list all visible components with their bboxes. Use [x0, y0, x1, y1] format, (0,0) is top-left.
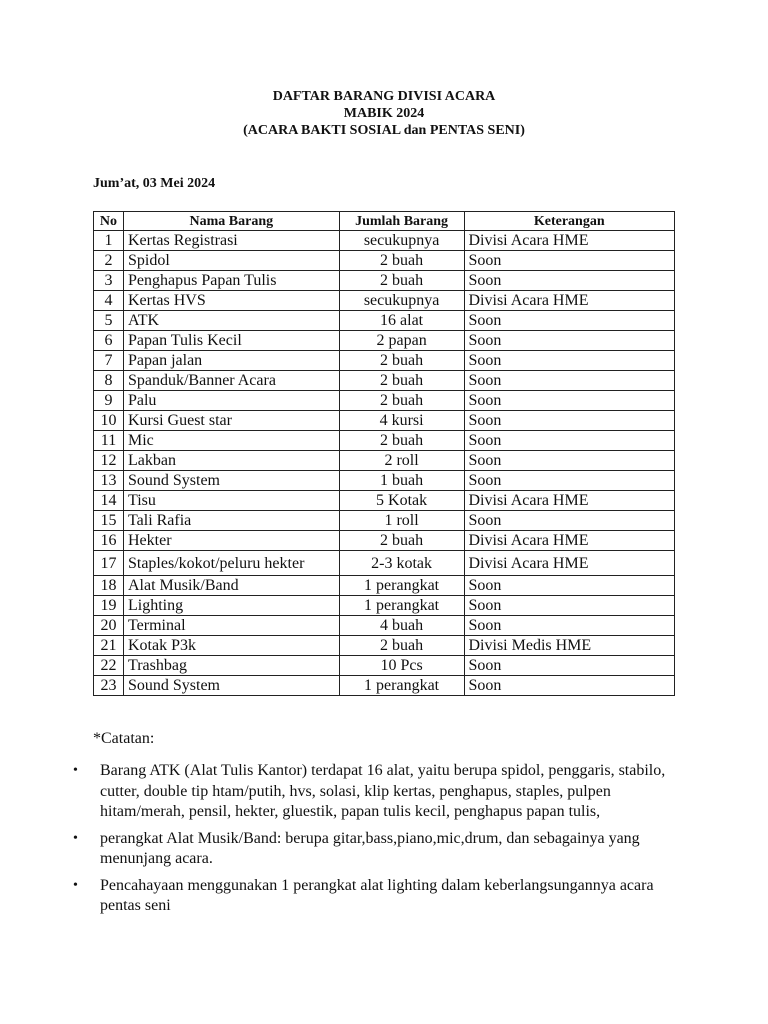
row-note-cell: Soon [464, 596, 675, 616]
row-name-cell: Tisu [123, 491, 339, 511]
header-no: No [94, 212, 124, 231]
row-name-cell: Trashbag [123, 656, 339, 676]
row-name-cell: Spidol [123, 251, 339, 271]
row-no-cell: 6 [94, 331, 124, 351]
table-row [94, 616, 675, 636]
row-qty-cell: 4 kursi [339, 411, 464, 431]
row-name-cell: Tali Rafia [123, 511, 339, 531]
row-no-cell: 21 [94, 636, 124, 656]
row-name-cell: Lighting [123, 596, 339, 616]
table-row [94, 271, 675, 291]
row-note-cell: Soon [464, 616, 675, 636]
row-qty-cell: secukupnya [339, 291, 464, 311]
row-name-cell: Sound System [123, 676, 339, 696]
table-row [94, 291, 675, 311]
table-row [94, 231, 675, 251]
table-row [94, 411, 675, 431]
row-no-cell: 10 [94, 411, 124, 431]
title-line-3: (ACARA BAKTI SOSIAL dan PENTAS SENI) [243, 123, 525, 138]
row-qty-cell: 1 perangkat [339, 576, 464, 596]
row-no-cell: 7 [94, 351, 124, 371]
bullet-icon: • [73, 763, 78, 778]
title-line-2: MABIK 2024 [343, 106, 425, 121]
row-no-cell: 19 [94, 596, 124, 616]
table-row [94, 551, 675, 576]
row-no-cell: 13 [94, 471, 124, 491]
row-note-cell: Soon [464, 676, 675, 696]
header-keterangan: Keterangan [464, 212, 675, 231]
row-note-cell: Divisi Medis HME [464, 636, 675, 656]
row-qty-cell: 2 buah [339, 351, 464, 371]
row-no-cell: 2 [94, 251, 124, 271]
row-qty-cell: 1 buah [339, 471, 464, 491]
row-no-cell: 23 [94, 676, 124, 696]
row-no-cell: 22 [94, 656, 124, 676]
row-note-cell: Soon [464, 511, 675, 531]
row-name-cell: Palu [123, 391, 339, 411]
table-row [94, 511, 675, 531]
row-qty-cell: 2 buah [339, 391, 464, 411]
row-note-cell: Divisi Acara HME [464, 231, 675, 251]
row-no-cell: 14 [94, 491, 124, 511]
row-note-cell: Soon [464, 331, 675, 351]
row-no-cell: 15 [94, 511, 124, 531]
items-table [93, 211, 675, 696]
table-row [94, 676, 675, 696]
table-row [94, 371, 675, 391]
table-row [94, 431, 675, 451]
row-name-cell: Kertas Registrasi [123, 231, 339, 251]
row-name-cell: Papan Tulis Kecil [123, 331, 339, 351]
header-nama-barang: Nama Barang [123, 212, 339, 231]
row-note-cell: Soon [464, 271, 675, 291]
row-note-cell: Soon [464, 576, 675, 596]
row-note-cell: Divisi Acara HME [464, 491, 675, 511]
table-row [94, 576, 675, 596]
row-note-cell: Soon [464, 411, 675, 431]
row-no-cell: 8 [94, 371, 124, 391]
note-text: Barang ATK (Alat Tulis Kantor) terdapat 16 alat, yaitu berupa spidol, penggaris, stabilo, cutter, double tip htam/putih, hvs, solasi, klip kertas, penghapus, staples, pulpen hitam/merah, pensil, hekter, gluestik, papan tulis kecil, penghapus papan tulis, [100, 762, 666, 820]
table-header-row [94, 212, 675, 231]
row-no-cell: 16 [94, 531, 124, 551]
row-note-cell: Soon [464, 351, 675, 371]
row-qty-cell: secukupnya [339, 231, 464, 251]
row-no-cell: 17 [94, 551, 124, 576]
row-name-cell: Papan jalan [123, 351, 339, 371]
table-row [94, 491, 675, 511]
row-qty-cell: 1 roll [339, 511, 464, 531]
row-qty-cell: 4 buah [339, 616, 464, 636]
bullet-icon: • [73, 830, 78, 846]
row-qty-cell: 2 roll [339, 451, 464, 471]
row-note-cell: Soon [464, 391, 675, 411]
row-name-cell: Mic [123, 431, 339, 451]
row-name-cell: Kertas HVS [123, 291, 339, 311]
row-qty-cell: 1 perangkat [339, 596, 464, 616]
document-title [0, 88, 768, 139]
row-name-cell: Terminal [123, 616, 339, 636]
row-note-cell: Soon [464, 251, 675, 271]
row-note-cell: Soon [464, 471, 675, 491]
row-qty-cell: 2 buah [339, 531, 464, 551]
row-note-cell: Soon [464, 431, 675, 451]
row-no-cell: 4 [94, 291, 124, 311]
note-text: perangkat Alat Musik/Band: berupa gitar,bass,piano,mic,drum, dan sebagainya yang menunjang acara. [100, 829, 640, 867]
row-note-cell: Soon [464, 451, 675, 471]
row-note-cell: Divisi Acara HME [464, 551, 675, 576]
row-no-cell: 5 [94, 311, 124, 331]
row-name-cell: Kotak P3k [123, 636, 339, 656]
table-row [94, 596, 675, 616]
row-qty-cell: 2 buah [339, 251, 464, 271]
row-note-cell: Divisi Acara HME [464, 531, 675, 551]
note-item [73, 761, 688, 823]
table-row [94, 311, 675, 331]
note-item [73, 876, 688, 917]
table-row [94, 451, 675, 471]
note-text: Pencahayaan menggunakan 1 perangkat alat lighting dalam keberlangsungannya acara pentas seni [100, 876, 654, 914]
row-name-cell: Lakban [123, 451, 339, 471]
row-name-cell: Staples/kokot/peluru hekter [123, 551, 339, 576]
bullet-icon: • [73, 877, 78, 893]
row-no-cell: 20 [94, 616, 124, 636]
row-qty-cell: 2 buah [339, 371, 464, 391]
table-row [94, 636, 675, 656]
note-item [73, 829, 688, 870]
notes-heading: *Catatan: [93, 730, 155, 747]
row-qty-cell: 2 buah [339, 636, 464, 656]
row-no-cell: 12 [94, 451, 124, 471]
header-jumlah-barang: Jumlah Barang [339, 212, 464, 231]
row-name-cell: ATK [123, 311, 339, 331]
table-row [94, 531, 675, 551]
table-row [94, 331, 675, 351]
row-no-cell: 11 [94, 431, 124, 451]
row-no-cell: 3 [94, 271, 124, 291]
row-note-cell: Divisi Acara HME [464, 291, 675, 311]
row-name-cell: Hekter [123, 531, 339, 551]
table-row [94, 351, 675, 371]
row-qty-cell: 2 buah [339, 431, 464, 451]
row-qty-cell: 2 buah [339, 271, 464, 291]
row-qty-cell: 2 papan [339, 331, 464, 351]
table-body [94, 231, 675, 696]
row-qty-cell: 1 perangkat [339, 676, 464, 696]
row-name-cell: Sound System [123, 471, 339, 491]
notes-section [73, 729, 693, 923]
row-name-cell: Alat Musik/Band [123, 576, 339, 596]
row-name-cell: Kursi Guest star [123, 411, 339, 431]
notes-list [73, 761, 688, 917]
row-note-cell: Soon [464, 371, 675, 391]
document-date: Jum’at, 03 Mei 2024 [93, 176, 216, 191]
row-note-cell: Soon [464, 656, 675, 676]
row-note-cell: Soon [464, 311, 675, 331]
row-qty-cell: 5 Kotak [339, 491, 464, 511]
row-name-cell: Spanduk/Banner Acara [123, 371, 339, 391]
row-no-cell: 18 [94, 576, 124, 596]
table-row [94, 471, 675, 491]
table-row [94, 251, 675, 271]
row-no-cell: 1 [94, 231, 124, 251]
row-no-cell: 9 [94, 391, 124, 411]
table-row [94, 656, 675, 676]
row-qty-cell: 2-3 kotak [339, 551, 464, 576]
title-line-1: DAFTAR BARANG DIVISI ACARA [272, 89, 496, 104]
row-qty-cell: 16 alat [339, 311, 464, 331]
row-qty-cell: 10 Pcs [339, 656, 464, 676]
table-row [94, 391, 675, 411]
row-name-cell: Penghapus Papan Tulis [123, 271, 339, 291]
